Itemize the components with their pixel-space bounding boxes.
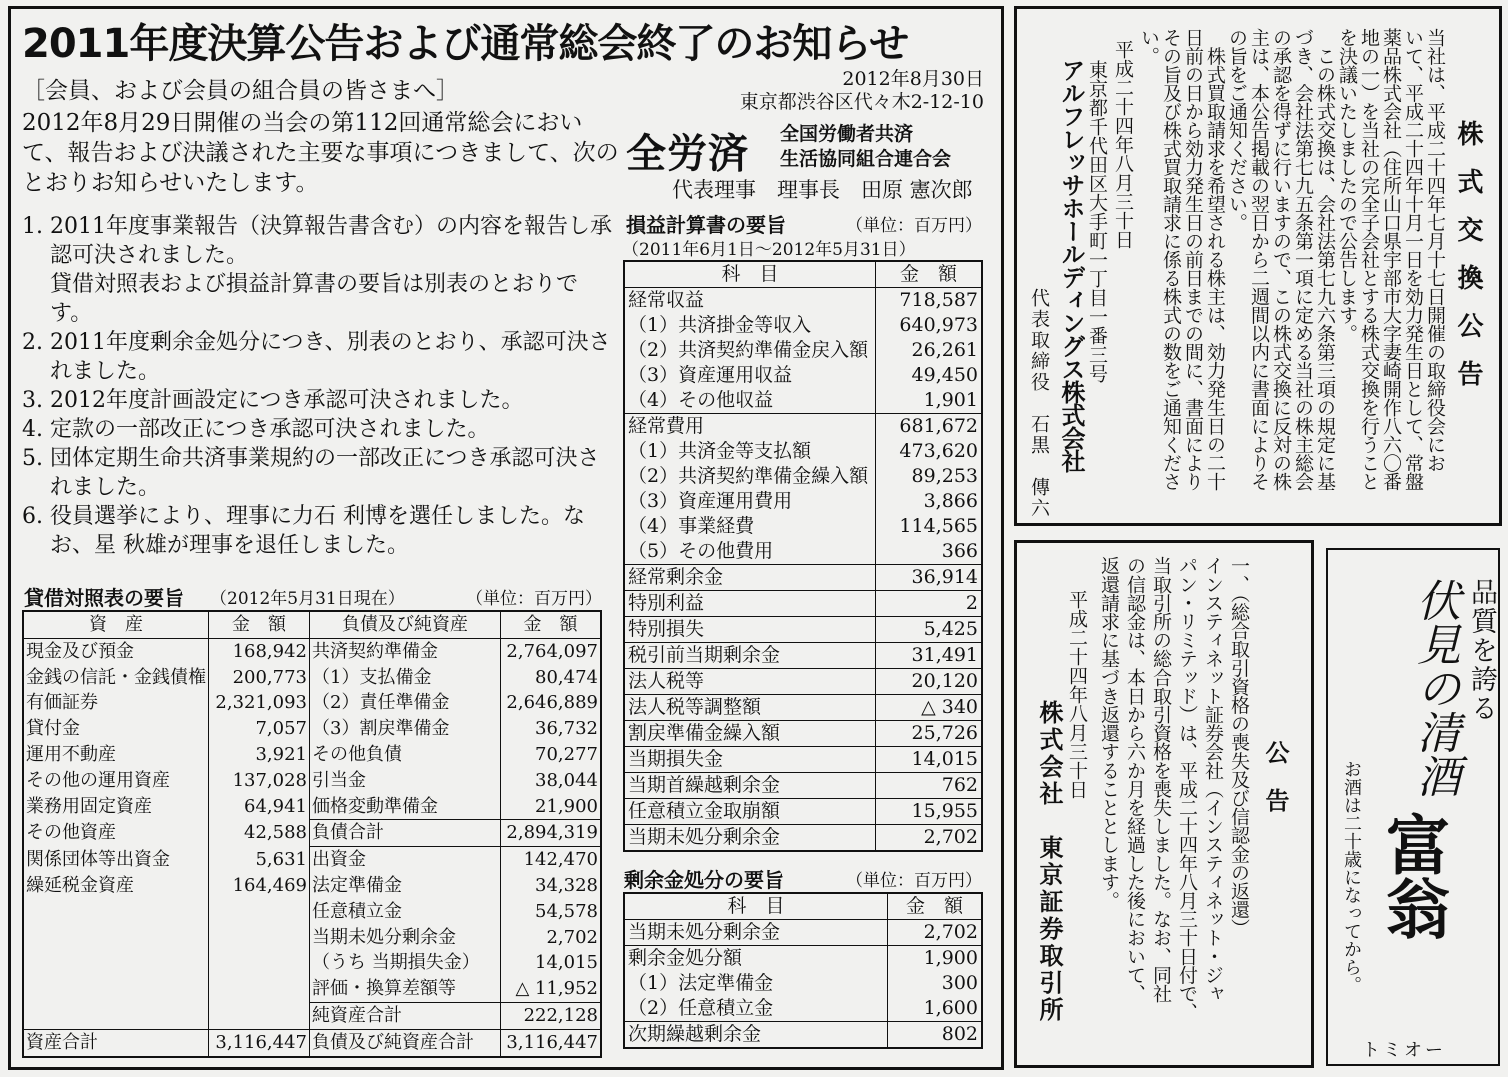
subheading: ［会員、および会員の組合員の皆さまへ］ bbox=[22, 78, 459, 104]
pl-item-label: 法人税等調整額 bbox=[624, 695, 876, 721]
pl-item-amount: 1,901 bbox=[876, 388, 983, 414]
item-number: 6. bbox=[22, 504, 43, 529]
bs-liability-amount: 14,015 bbox=[501, 950, 602, 976]
pl-item-amount: 718,587 bbox=[876, 288, 983, 314]
pl-item-amount: 3,866 bbox=[876, 489, 983, 514]
surplus-item-label: 当期未処分剰余金 bbox=[624, 920, 888, 946]
bs-asset-amount: 200,773 bbox=[209, 665, 310, 691]
table-row bbox=[23, 1002, 601, 1029]
list-item bbox=[22, 328, 620, 386]
item-text: 定款の一部改正につき承認可決されました。 bbox=[50, 417, 490, 442]
bs-asset-amount: 64,941 bbox=[209, 794, 310, 820]
bs-unit: （単位：百万円） bbox=[466, 589, 602, 609]
zenrosai-logo: 全労済 bbox=[626, 131, 749, 177]
table-row bbox=[624, 695, 982, 721]
item-number: 5. bbox=[22, 446, 43, 471]
surplus-table bbox=[623, 892, 983, 1049]
notice1-title: 株式交換公告 bbox=[1453, 120, 1483, 408]
body-line: インスティネット証券会社（インスティネット・ジャ bbox=[1202, 556, 1224, 1003]
body-line: 当取引所の総合取引資格を喪失しました。なお、同社 bbox=[1150, 556, 1172, 1003]
bs-liability-label: 法定準備金 bbox=[310, 873, 501, 899]
surplus-item-label: 剰余金処分額 bbox=[624, 946, 888, 972]
bs-liability-label: 共済契約準備金 bbox=[310, 638, 501, 664]
pl-unit: （単位：百万円） bbox=[846, 216, 982, 236]
pl-item-amount: 49,450 bbox=[876, 363, 983, 388]
body-line: い。 bbox=[1138, 28, 1160, 65]
table-row bbox=[624, 1022, 982, 1049]
item-text: 2012年度計画設定につき承認可決されました。 bbox=[50, 388, 524, 413]
table-row bbox=[23, 690, 601, 716]
table-row bbox=[23, 873, 601, 899]
bs-liability-amount: 38,044 bbox=[501, 768, 602, 794]
table-row bbox=[624, 920, 982, 946]
bs-asset-label bbox=[23, 1002, 209, 1029]
pl-item-label: 経常費用 bbox=[624, 414, 876, 440]
bs-liability-label: その他負債 bbox=[310, 742, 501, 768]
bs-liability-label: 評価・換算差額等 bbox=[310, 976, 501, 1002]
bs-asset-label bbox=[23, 950, 209, 976]
surplus-item-amount: 1,900 bbox=[888, 946, 983, 972]
surplus-item-amount: 2,702 bbox=[888, 920, 983, 946]
bs-liability-label: 純資産合計 bbox=[310, 1002, 501, 1029]
col-assets: 資 産 bbox=[23, 611, 209, 638]
total-row bbox=[23, 1029, 601, 1056]
bs-liability-amount: 2,702 bbox=[501, 925, 602, 951]
table-row bbox=[624, 825, 982, 852]
item-number: 3. bbox=[22, 388, 43, 413]
bs-asset-label bbox=[23, 925, 209, 951]
table-row bbox=[23, 847, 601, 873]
pl-item-label: （2）共済契約準備金戻入額 bbox=[628, 339, 869, 361]
item-number: 1. bbox=[22, 214, 43, 239]
table-row bbox=[23, 976, 601, 1002]
notice1-address: 東京都千代田区大手町一丁目一番三号 bbox=[1086, 60, 1108, 383]
table-row bbox=[624, 643, 982, 669]
body-line: づき、会社法第七九五条第一項に定める当社の株主総会 bbox=[1292, 28, 1314, 491]
bs-total-amount2: 3,116,447 bbox=[501, 1029, 602, 1056]
bs-asset-amount bbox=[209, 925, 310, 951]
pl-item-label: （1）共済掛金等収入 bbox=[628, 314, 812, 336]
body-line: 地の一）を当社の完全子会社とする株式交換を行うこと bbox=[1358, 28, 1380, 491]
pl-item-label: 経常収益 bbox=[624, 288, 876, 314]
pl-item-label: 当期損失金 bbox=[624, 747, 876, 773]
bs-asset-label: 金銭の信託・金銭債権 bbox=[26, 666, 206, 688]
bs-liability-label: （1）支払備金 bbox=[310, 665, 501, 691]
bs-asset-amount: 164,469 bbox=[209, 873, 310, 899]
table-row bbox=[624, 388, 982, 414]
pl-item-amount: 762 bbox=[876, 773, 983, 799]
bs-liability-label: （3）割戻準備金 bbox=[310, 716, 501, 742]
bs-asset-label: 繰延税金資産 bbox=[26, 874, 134, 896]
surplus-item-label: （2）任意積立金 bbox=[628, 997, 774, 1019]
body-line: 一、（総合取引資格の喪失及び信認金の返還） bbox=[1228, 556, 1250, 938]
bs-asset-label: 有価証券 bbox=[26, 692, 98, 714]
pl-item-label: 割戻準備金繰入額 bbox=[624, 721, 876, 747]
list-item bbox=[22, 502, 620, 560]
pl-item-amount: 31,491 bbox=[876, 643, 983, 669]
col-amount2: 金 額 bbox=[501, 611, 602, 638]
pl-item-label: （3）資産運用費用 bbox=[628, 490, 793, 512]
table-row bbox=[624, 313, 982, 338]
bs-asset-label: その他の運用資産 bbox=[26, 769, 170, 791]
bs-title: 貸借対照表の要旨 bbox=[24, 586, 184, 610]
bs-liability-amount: 70,277 bbox=[501, 742, 602, 768]
bs-liability-amount: △ 11,952 bbox=[501, 976, 602, 1002]
bs-asset-label: 貸付金 bbox=[26, 718, 80, 740]
col-amount: 金 額 bbox=[209, 611, 310, 638]
table-row bbox=[23, 716, 601, 742]
pl-item-amount: 640,973 bbox=[876, 313, 983, 338]
ad-tagline: 品質を誇る bbox=[1466, 578, 1497, 723]
resolution-list bbox=[22, 212, 620, 560]
bs-liability-amount: 34,328 bbox=[501, 873, 602, 899]
pl-item-label: （3）資産運用収益 bbox=[628, 364, 793, 386]
pl-item-label: （5）その他費用 bbox=[628, 540, 774, 562]
pl-item-amount: 25,726 bbox=[876, 721, 983, 747]
table-row bbox=[624, 338, 982, 363]
org-name-line2: 生活協同組合連合会 bbox=[780, 148, 952, 170]
list-item bbox=[22, 386, 620, 415]
body-line: を決議いたしましたので公告します。 bbox=[1336, 28, 1358, 343]
pl-period: （2011年6月1日〜2012年5月31日） bbox=[622, 240, 916, 260]
bs-asset-amount bbox=[209, 950, 310, 976]
pl-item-label: （4）事業経費 bbox=[628, 515, 755, 537]
bs-asset-amount: 2,321,093 bbox=[209, 690, 310, 716]
item-text: 2011年度事業報告（決算報告書含む）の内容を報告し承認可決されました。 bbox=[50, 214, 612, 268]
bs-asset-amount: 3,921 bbox=[209, 742, 310, 768]
ad-brand-script: 伏見の清酒 bbox=[1409, 578, 1460, 798]
pl-title: 損益計算書の要旨 bbox=[626, 213, 786, 237]
pl-item-label: 当期首繰越剰余金 bbox=[624, 773, 876, 799]
body-line: 日前の日から効力発生日の前日までの間に、書面により bbox=[1182, 28, 1204, 491]
table-row bbox=[624, 489, 982, 514]
pl-item-amount: △ 340 bbox=[876, 695, 983, 721]
body-line: 主は、本公告掲載の翌日から二週間以内に書面によりそ bbox=[1248, 28, 1270, 491]
bs-asset-amount: 168,942 bbox=[209, 638, 310, 664]
bs-asset-label: その他資産 bbox=[26, 822, 116, 844]
bs-total-label2: 負債及び純資産合計 bbox=[310, 1029, 501, 1056]
table-row bbox=[624, 971, 982, 996]
table-row bbox=[23, 794, 601, 820]
org-name-line1: 全国労働者共済 bbox=[780, 123, 914, 145]
pl-item-amount: 473,620 bbox=[876, 439, 983, 464]
table-header-row bbox=[23, 611, 601, 638]
table-row bbox=[23, 820, 601, 847]
pl-item-amount: 20,120 bbox=[876, 669, 983, 695]
bs-asset-label: 業務用固定資産 bbox=[26, 795, 152, 817]
table-row bbox=[624, 539, 982, 565]
pl-item-amount: 2 bbox=[876, 591, 983, 617]
list-item bbox=[22, 415, 620, 444]
table-row bbox=[624, 773, 982, 799]
ad-brand-logo: 富翁 bbox=[1375, 812, 1449, 940]
income-statement-table bbox=[623, 260, 983, 852]
bs-asset-amount: 5,631 bbox=[209, 847, 310, 873]
item-text: 2011年度剰余金処分につき、別表のとおり、承認可決されました。 bbox=[50, 330, 611, 384]
bs-asset-amount: 42,588 bbox=[209, 820, 310, 847]
pl-item-amount: 366 bbox=[876, 539, 983, 565]
table-row bbox=[23, 925, 601, 951]
bs-liability-label: （うち 当期損失金） bbox=[310, 950, 501, 976]
notice-date: 2012年8月30日 bbox=[842, 68, 984, 90]
pl-item-amount: 36,914 bbox=[876, 565, 983, 591]
pl-item-label: 任意積立金取崩額 bbox=[624, 799, 876, 825]
body-line: この株式交換は、会社法第七九六条第三項の規定に基 bbox=[1314, 28, 1336, 491]
table-row bbox=[23, 768, 601, 794]
bs-liability-label: （2）責任準備金 bbox=[310, 690, 501, 716]
bs-liability-amount: 2,894,319 bbox=[501, 820, 602, 847]
col-amount: 金 額 bbox=[888, 893, 983, 920]
bs-liability-amount: 2,646,889 bbox=[501, 690, 602, 716]
bs-asof: （2012年5月31日現在） bbox=[210, 589, 405, 609]
body-line: 返還請求に基づき返還することとします。 bbox=[1098, 556, 1120, 910]
pl-item-label: （2）共済契約準備金繰入額 bbox=[628, 465, 869, 487]
intro-text: 2012年8月29日開催の当会の第112回通常総会において、報告および決議された主要な事項につきまして、次のとおりお知らせいたします。 bbox=[22, 110, 619, 196]
bs-liability-amount: 36,732 bbox=[501, 716, 602, 742]
bs-asset-label: 運用不動産 bbox=[26, 743, 116, 765]
notice2-body bbox=[1092, 556, 1252, 1056]
table-row bbox=[23, 665, 601, 691]
bs-asset-label bbox=[23, 976, 209, 1002]
table-row bbox=[624, 363, 982, 388]
table-row bbox=[624, 288, 982, 314]
pl-item-label: 特別利益 bbox=[624, 591, 876, 617]
table-row bbox=[23, 899, 601, 925]
body-line: その旨及び株式買取請求に係る株式の数をご通知くださ bbox=[1160, 28, 1182, 491]
representative: 代表理事 理事長 田原 憲次郎 bbox=[672, 178, 973, 202]
col-item: 科 目 bbox=[624, 261, 876, 288]
date-address bbox=[740, 68, 984, 114]
notice2-title: 公 告 bbox=[1261, 740, 1289, 812]
table-row bbox=[23, 950, 601, 976]
pl-item-label: 特別損失 bbox=[624, 617, 876, 643]
col-item: 科 目 bbox=[624, 893, 888, 920]
intro-block bbox=[22, 76, 622, 198]
surplus-title: 剰余金処分の要旨 bbox=[624, 868, 784, 892]
surplus-item-amount: 802 bbox=[888, 1022, 983, 1049]
list-item bbox=[22, 444, 620, 502]
body-line: パン・リミテッド）は、平成二十四年八月三十日付で、 bbox=[1176, 556, 1198, 1022]
body-line: の旨をご通知ください。 bbox=[1226, 28, 1248, 232]
bs-liability-amount: 222,128 bbox=[501, 1002, 602, 1029]
body-line: 株式買取請求を希望される株主は、効力発生日の二十 bbox=[1204, 28, 1226, 491]
notice1-rep: 代表取締役 石黒 傳六 bbox=[1028, 288, 1050, 519]
bs-asset-label: 現金及び預金 bbox=[26, 640, 134, 662]
pl-item-amount: 2,702 bbox=[876, 825, 983, 852]
bs-liability-amount: 2,764,097 bbox=[501, 638, 602, 664]
pl-item-amount: 26,261 bbox=[876, 338, 983, 363]
pl-item-label: 法人税等 bbox=[624, 669, 876, 695]
notice2-date: 平成二十四年八月三十日 bbox=[1066, 590, 1088, 799]
headline: 2011年度決算公告および通常総会終了のお知らせ bbox=[22, 21, 909, 67]
pl-item-amount: 114,565 bbox=[876, 514, 983, 539]
bs-asset-amount bbox=[209, 976, 310, 1002]
bs-liability-label: 負債合計 bbox=[310, 820, 501, 847]
item-number: 2. bbox=[22, 330, 43, 355]
bs-asset-label bbox=[23, 899, 209, 925]
item-text: 貸借対照表および損益計算書の要旨は別表のとおりです。 bbox=[50, 272, 579, 326]
pl-item-label: 当期未処分剰余金 bbox=[624, 825, 876, 852]
surplus-item-label: 次期繰越剰余金 bbox=[624, 1022, 888, 1049]
org-address: 東京都渋谷区代々木2-12-10 bbox=[739, 91, 984, 113]
surplus-item-label: （1）法定準備金 bbox=[628, 972, 774, 994]
table-row bbox=[624, 799, 982, 825]
bs-liability-label: 引当金 bbox=[310, 768, 501, 794]
table-row bbox=[624, 464, 982, 489]
pl-item-label: 経常剰余金 bbox=[624, 565, 876, 591]
bs-asset-amount bbox=[209, 899, 310, 925]
notice1-date: 平成二十四年八月三十日 bbox=[1112, 40, 1134, 249]
bs-asset-amount: 7,057 bbox=[209, 716, 310, 742]
col-amount: 金 額 bbox=[876, 261, 983, 288]
list-item bbox=[22, 270, 620, 328]
bs-liability-label: 出資金 bbox=[310, 847, 501, 873]
item-number: 4. bbox=[22, 417, 43, 442]
bs-asset-amount: 137,028 bbox=[209, 768, 310, 794]
bs-liability-label: 当期未処分剰余金 bbox=[310, 925, 501, 951]
pl-item-amount: 15,955 bbox=[876, 799, 983, 825]
pl-item-label: （1）共済金等支払額 bbox=[628, 440, 812, 462]
notice1-company: アルフレッサホールディングス株式会社 bbox=[1057, 58, 1085, 472]
bs-liability-label: 価格変動準備金 bbox=[310, 794, 501, 820]
bs-liability-amount: 80,474 bbox=[501, 665, 602, 691]
notice2-company: 株式会社 東京証券取引所 bbox=[1035, 700, 1063, 1024]
table-row bbox=[624, 591, 982, 617]
table-row bbox=[624, 617, 982, 643]
item-text: 団体定期生命共済事業規約の一部改正につき承認可決されました。 bbox=[50, 446, 600, 500]
body-line: 当社は、平成二十四年七月十七日開催の取締役会にお bbox=[1424, 28, 1446, 472]
ad-maker: トミオー bbox=[1362, 1040, 1446, 1061]
table-row bbox=[624, 514, 982, 539]
bs-liability-amount: 21,900 bbox=[501, 794, 602, 820]
pl-item-amount: 14,015 bbox=[876, 747, 983, 773]
list-item bbox=[22, 212, 620, 270]
table-row bbox=[624, 721, 982, 747]
bs-liability-amount: 54,578 bbox=[501, 899, 602, 925]
ad-caution: お酒は二十歳になってから。 bbox=[1341, 760, 1362, 994]
item-number bbox=[22, 270, 50, 328]
body-line: の信認金は、本日から六か月を経過した後において、 bbox=[1124, 556, 1146, 1003]
table-header-row bbox=[624, 893, 982, 920]
pl-item-amount: 89,253 bbox=[876, 464, 983, 489]
pl-item-label: （4）その他収益 bbox=[628, 389, 774, 411]
table-row bbox=[624, 565, 982, 591]
pl-item-amount: 5,425 bbox=[876, 617, 983, 643]
balance-sheet-table bbox=[22, 610, 602, 1058]
bs-asset-amount bbox=[209, 1002, 310, 1029]
table-header-row bbox=[624, 261, 982, 288]
notice1-body bbox=[1134, 28, 1444, 518]
body-line: いて、平成二十四年十月一日を効力発生日として、常盤 bbox=[1402, 28, 1424, 491]
body-line: 薬品株式会社（住所山口県宇部市大字妻崎開作八六〇番 bbox=[1380, 28, 1402, 491]
pl-item-amount: 681,672 bbox=[876, 414, 983, 440]
table-row bbox=[624, 747, 982, 773]
table-row bbox=[23, 742, 601, 768]
bs-total-amount: 3,116,447 bbox=[209, 1029, 310, 1056]
bs-liability-label: 任意積立金 bbox=[310, 899, 501, 925]
body-line: の承認を得ずに行いますので、この株式交換に反対の株 bbox=[1270, 28, 1292, 491]
bs-total-label: 資産合計 bbox=[23, 1029, 209, 1056]
surplus-item-amount: 300 bbox=[888, 971, 983, 996]
table-row bbox=[624, 439, 982, 464]
bs-liability-amount: 142,470 bbox=[501, 847, 602, 873]
table-row bbox=[624, 946, 982, 972]
col-liabilities: 負債及び純資産 bbox=[310, 611, 501, 638]
surplus-unit: （単位：百万円） bbox=[846, 871, 982, 891]
table-row bbox=[23, 638, 601, 664]
pl-item-label: 税引前当期剰余金 bbox=[624, 643, 876, 669]
bs-asset-label: 関係団体等出資金 bbox=[26, 848, 170, 870]
org-name bbox=[780, 122, 951, 172]
table-row bbox=[624, 996, 982, 1022]
item-text: 役員選挙により、理事に力石 利博を選任しました。なお、星 秋雄が理事を退任しました。 bbox=[50, 504, 585, 558]
surplus-item-amount: 1,600 bbox=[888, 996, 983, 1022]
table-row bbox=[624, 414, 982, 440]
table-row bbox=[624, 669, 982, 695]
